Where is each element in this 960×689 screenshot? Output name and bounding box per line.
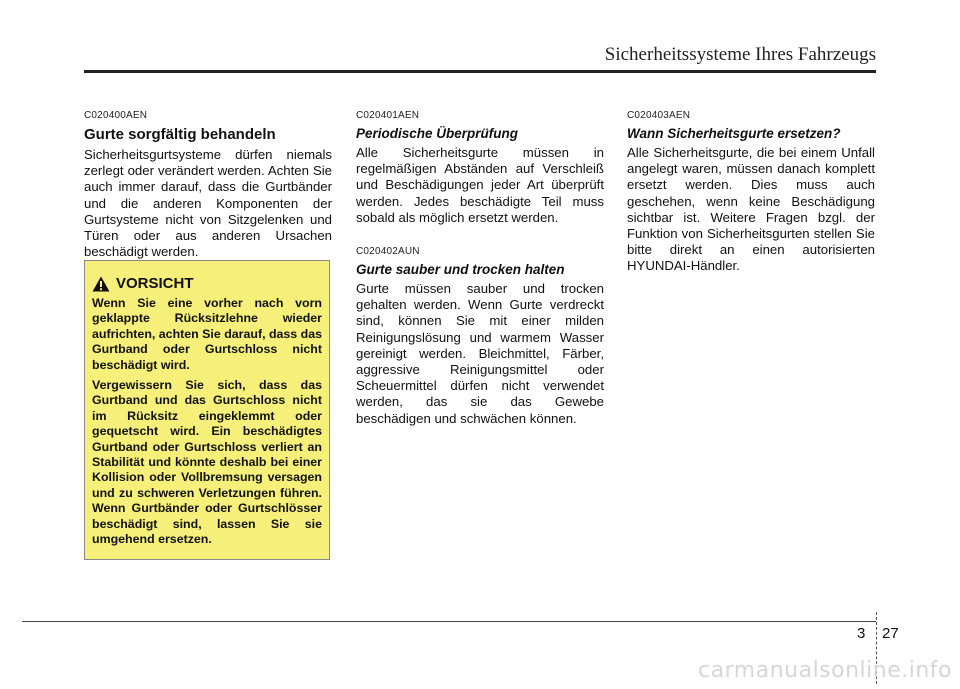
warning-triangle-icon xyxy=(92,276,110,292)
section-code: C020402AUN xyxy=(356,246,420,258)
caution-text-2: Vergewissern Sie sich, dass das Gurtband und das Gurtschloss nicht im Rücksitz eingeklemmt oder gequetscht wird. Ein beschädigtes Gurtband oder Gurtschloss verliert an Stabilität und könnte deshalb bei einer Kollision oder Vollbremsung versagen und zu schweren Verletzungen führen. Wenn Gurtbänder oder Gurtschlösser beschädigt sind, lassen Sie sie umgehend ersetzen. xyxy=(92,378,322,547)
column-2 xyxy=(356,110,604,427)
caution-box xyxy=(84,260,330,560)
caution-header xyxy=(92,275,322,292)
section-code: C020401AEN xyxy=(356,110,420,121)
header-rule xyxy=(84,70,876,73)
section-body: Alle Sicherheitsgurte, die bei einem Unfall angelegt waren, müssen danach komplett ersetzt werden. Dies muss auch geschehen, wenn keine Beschädigung sichtbar ist. Weitere Fragen bzgl. der Funktion von Sicherheitsgurten stellen Sie bitte direkt an einen autorisierten HYUNDAI-Händler. xyxy=(627,145,875,274)
section-heading: Gurte sauber und trocken halten xyxy=(356,262,565,278)
section-heading: Wann Sicherheitsgurte ersetzen? xyxy=(627,126,841,141)
page-number: 27 xyxy=(882,625,899,642)
section-heading: Gurte sorgfältig behandeln xyxy=(84,126,276,143)
section-body: Gurte müssen sauber und trocken gehalten werden. Wenn Gurte verdreckt sind, können Sie mit einer milden Reinigungslösung und warmem Wasser gereinigt werden. Bleichmittel, Färber, aggressive Reinigungsmittel oder Scheuermittel dürfen nicht verwendet werden, das sie das Gewebe beschädigen und schwächen können. xyxy=(356,281,604,426)
column-3 xyxy=(627,110,875,275)
section-body: Alle Sicherheitsgurte müssen in regelmäßigen Abständen auf Verschleiß und Beschädigungen jeder Art überprüft werden. Jedes beschädigte Teil muss sobald als möglich ersetzt werden. xyxy=(356,145,604,225)
chapter-number: 3 xyxy=(857,625,866,642)
section-heading: Periodische Überprüfung xyxy=(356,126,519,141)
section-code: C020400AEN xyxy=(84,110,148,121)
watermark: carmanualsonline.info xyxy=(698,658,952,683)
caution-text-1: Wenn Sie eine vorher nach vorn geklappte Rücksitzlehne wieder aufrichten, achten Sie darauf, dass das Gurtband oder Gurtschloss nicht beschädigt wird. xyxy=(92,296,322,372)
section-body: Sicherheitsgurtsysteme dürfen niemals zerlegt oder verändert werden. Achten Sie auch immer darauf, dass die Gurtbänder und die anderen Komponenten der Gurtsysteme nicht von Sitzgelenken und Türen oder aus anderen Ursachen beschädigt werden. xyxy=(84,147,332,260)
page-header-title: Sicherheitssysteme Ihres Fahrzeugs xyxy=(604,44,876,65)
caution-title: VORSICHT xyxy=(116,275,194,292)
footer-rule xyxy=(22,621,876,622)
section-code: C020403AEN xyxy=(627,110,691,121)
column-1 xyxy=(84,110,332,260)
